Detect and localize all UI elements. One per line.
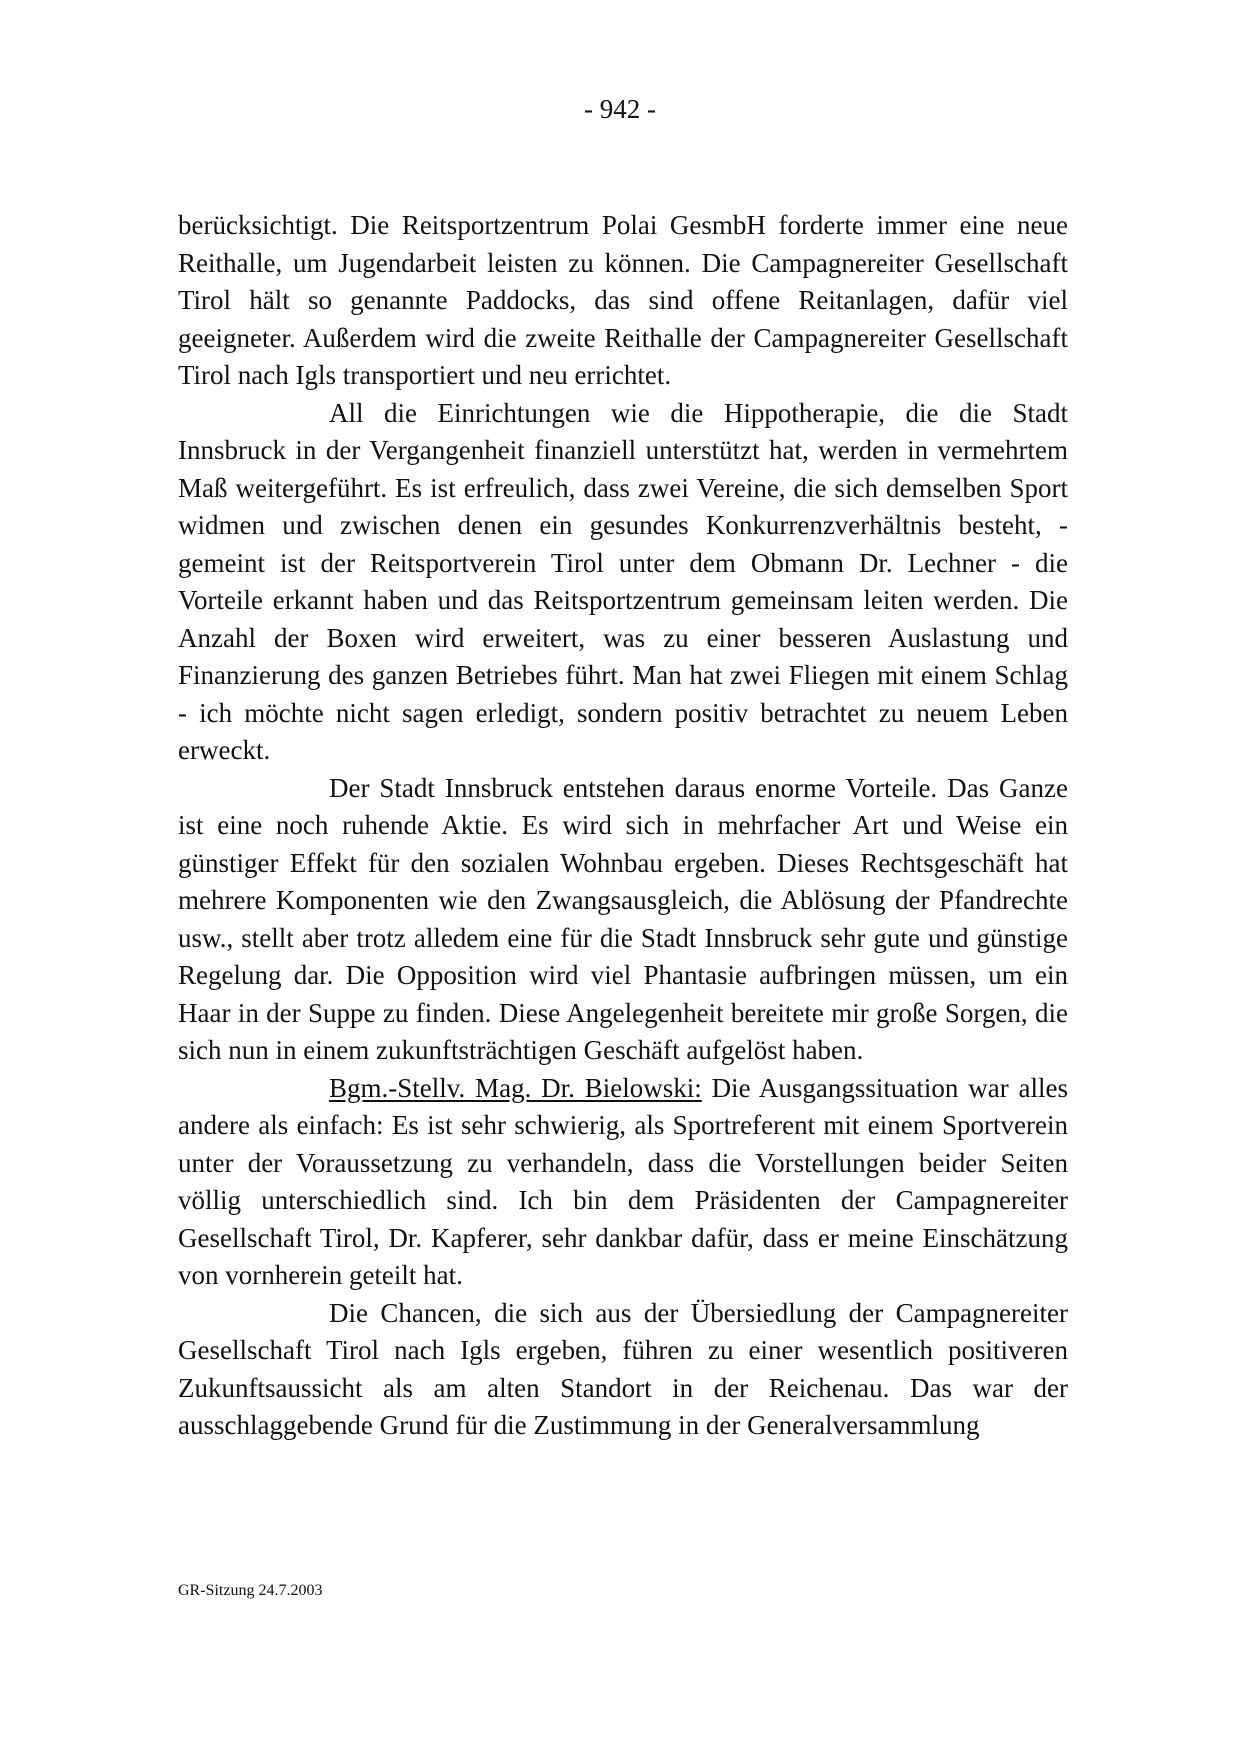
paragraph-2: All die Einrichtungen wie die Hippotherapie, die die Stadt Innsbruck in der Vergangenheit finanziell unterstützt hat, werden in vermehrtem Maß weitergeführt. Es ist erfreulich, dass zwei Vereine, die sich demselben Sport widmen und zwischen denen ein gesundes Konkurrenzverhältnis besteht, - gemeint ist der Reitsportverein Tirol unter dem Obmann Dr. Lechner - die Vorteile erkannt haben und das Reitsportzentrum gemeinsam leiten werden. Die Anzahl der Boxen wird erweitert, was zu einer besseren Auslastung und Finanzierung des ganzen Betriebes führt. Man hat zwei Fliegen mit einem Schlag - ich möchte nicht sagen erledigt, sondern positiv betrachtet zu neuem Leben erweckt.	[178, 397, 1068, 765]
footer-session-date: GR-Sitzung 24.7.2003	[178, 1582, 323, 1599]
paragraph-4-text: Die Ausgangssituation war alles andere als einfach: Es ist sehr schwierig, als Sportreferent mit einem Sportverein unter der Voraussetzung zu verhandeln, dass die Vorstellungen beider Seiten völlig unterschiedlich sind. Ich bin dem Präsidenten der Campagnereiter Gesellschaft Tirol, Dr. Kapferer, sehr dankbar dafür, dass er meine Einschätzung von vornherein geteilt hat.	[178, 1072, 1068, 1290]
paragraph-4	[178, 1070, 1068, 1295]
body-text	[178, 207, 1068, 1445]
paragraph-3: Der Stadt Innsbruck entstehen daraus enorme Vorteile. Das Ganze ist eine noch ruhende Aktie. Es wird sich in mehrfacher Art und Weise ein günstiger Effekt für den sozialen Wohnbau ergeben. Dieses Rechtsgeschäft hat mehrere Komponenten wie den Zwangsausgleich, die Ablösung der Pfandrechte usw., stellt aber trotz alledem eine für die Stadt Innsbruck sehr gute und günstige Regelung dar. Die Opposition wird viel Phantasie aufbringen müssen, um ein Haar in der Suppe zu finden. Diese Angelegenheit bereitete mir große Sorgen, die sich nun in einem zukunftsträchtigen Geschäft aufgelöst haben.	[178, 772, 1068, 1065]
page-number: - 942 -	[584, 94, 656, 124]
paragraph-1: berücksichtigt. Die Reitsportzentrum Polai GesmbH forderte immer eine neue Reithalle, um Jugendarbeit leisten zu können. Die Campagnereiter Gesellschaft Tirol hält so genannte Paddocks, das sind offene Reitanlagen, dafür viel geeigneter. Außerdem wird die zweite Reithalle der Campagnereiter Gesellschaft Tirol nach Igls transportiert und neu errichtet.	[178, 210, 1068, 390]
speaker-name: Bgm.-Stellv. Mag. Dr. Bielowski:	[329, 1072, 702, 1103]
paragraph-5: Die Chancen, die sich aus der Übersiedlung der Campagnereiter Gesellschaft Tirol nach Igls ergeben, führen zu einer wesentlich positiveren Zukunftsaussicht als am alten Standort in der Reichenau. Das war der ausschlaggebende Grund für die Zustimmung in der Generalversammlung	[178, 1297, 1068, 1440]
